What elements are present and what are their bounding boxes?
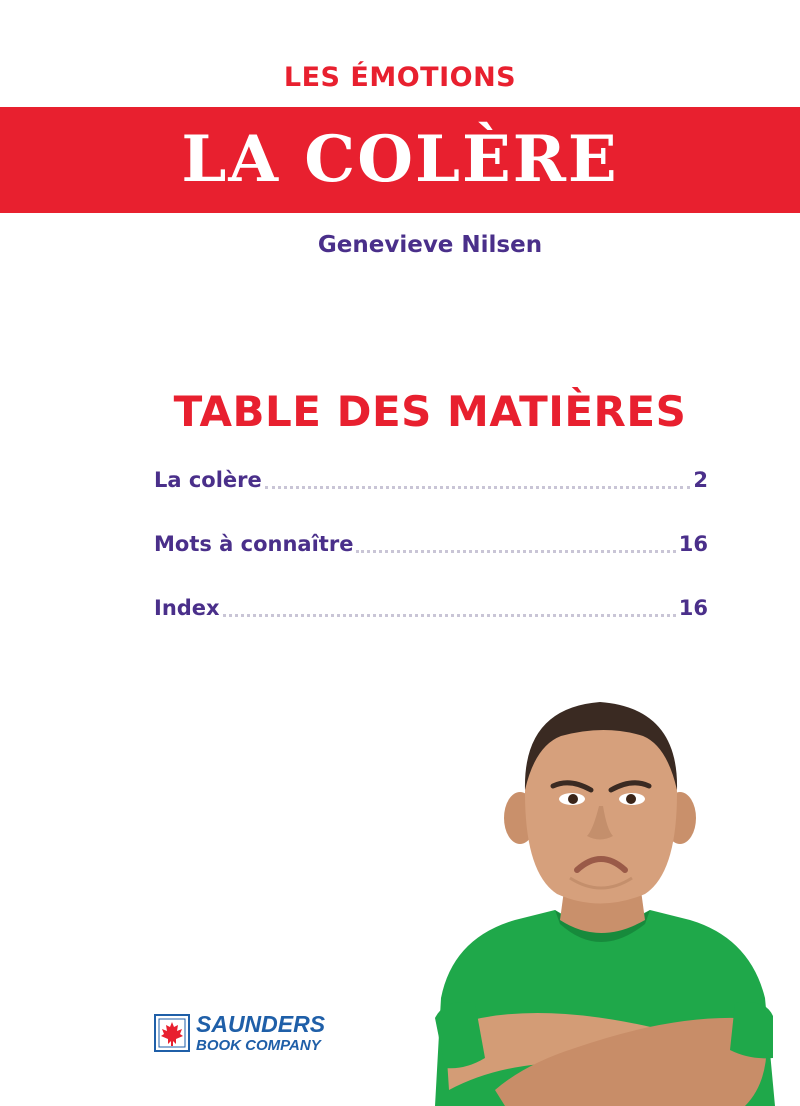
toc-entry-page: 16 <box>678 532 708 556</box>
dot-leader <box>265 482 691 489</box>
toc-entry-label: La colère <box>154 468 262 492</box>
toc-entry[interactable] <box>154 532 708 596</box>
toc-entry-label: Mots à connaître <box>154 532 354 556</box>
publisher-subtitle: BOOK COMPANY <box>196 1037 321 1054</box>
toc-entry-page: 16 <box>678 596 708 620</box>
toc-heading: TABLE DES MATIÈRES <box>173 387 687 436</box>
toc-entry-label: Index <box>154 596 220 620</box>
toc-entry[interactable] <box>154 468 708 532</box>
title-banner <box>0 107 800 213</box>
maple-leaf-icon <box>154 1014 190 1052</box>
toc-entry[interactable] <box>154 596 708 660</box>
series-title: LES ÉMOTIONS <box>283 62 517 93</box>
book-title: LA COLÈRE <box>181 122 619 197</box>
toc-entry-page: 2 <box>693 468 708 492</box>
publisher-name: SAUNDERS <box>196 1011 326 1037</box>
dot-leader <box>223 610 676 617</box>
table-of-contents <box>154 468 708 660</box>
publisher-logo <box>154 1012 374 1060</box>
angry-boy-photo <box>405 698 800 1106</box>
dot-leader <box>356 546 675 553</box>
author-name: Genevieve Nilsen <box>317 232 543 258</box>
